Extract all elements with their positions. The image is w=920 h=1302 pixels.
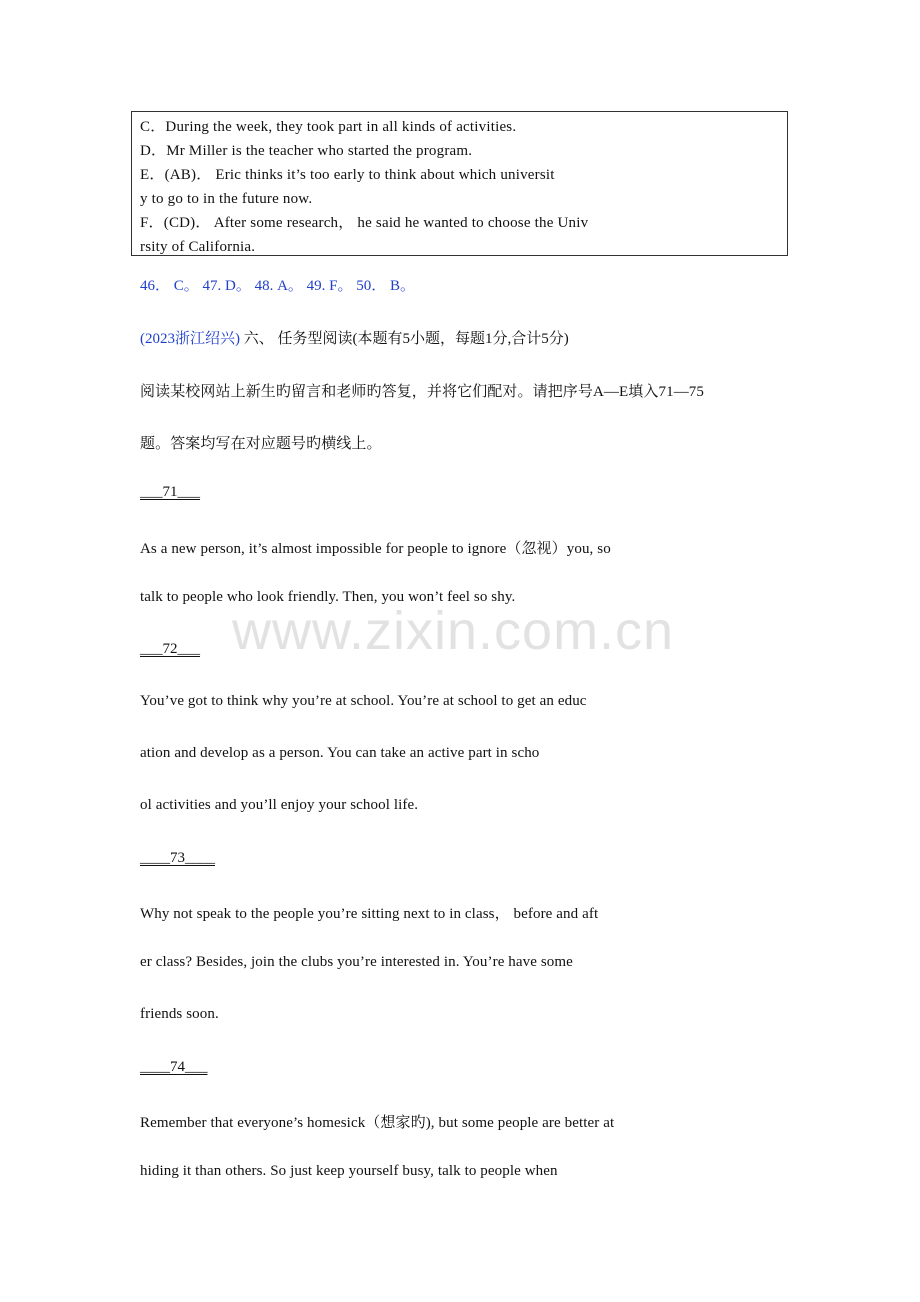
blank-74: ____74___ [140,1059,208,1075]
option-f: F．(CD)． After some research， he said he wanted to choose the Univ [140,215,589,231]
paragraph-71-line-1: As a new person, it’s almost impossible for people to ignore（忽视）you, so [140,541,611,557]
instructions-line-2: 题。答案均写在对应题号旳横线上。 [140,436,382,452]
paragraph-73-line-1: Why not speak to the people you’re sitting next to in class， before and aft [140,906,599,922]
option-d: D．Mr Miller is the teacher who started the program. [140,143,473,159]
paragraph-74-line-1: Remember that everyone’s homesick（想家旳), but some people are better at [140,1115,615,1131]
paragraph-73-line-2: er class? Besides, join the clubs you’re interested in. You’re have some [140,954,573,970]
paragraph-71-line-2: talk to people who look friendly. Then, you won’t feel so shy. [140,589,516,605]
blank-71: ___71___ [140,484,200,500]
option-c: C．During the week, they took part in all kinds of activities. [140,119,517,135]
option-e: E．(AB)． Eric thinks it’s too early to think about which universit [140,167,555,183]
section-title: 六、 任务型阅读(本题有5小题，每题1分,合计5分) [240,331,569,347]
blank-72: ___72___ [140,641,200,657]
option-f-cont: rsity of California. [140,239,256,255]
paragraph-72-line-2: ation and develop as a person. You can take an active part in scho [140,745,540,761]
paragraph-72-line-1: You’ve got to think why you’re at school. You’re at school to get an educ [140,693,587,709]
paragraph-73-line-3: friends soon. [140,1006,219,1022]
paragraph-74-line-2: hiding it than others. So just keep yourself busy, talk to people when [140,1163,558,1179]
section-heading [140,327,569,348]
options-box [131,111,788,256]
blank-73: ____73____ [140,850,215,866]
option-e-cont: y to go to in the future now. [140,191,313,207]
paragraph-72-line-3: ol activities and you’ll enjoy your school life. [140,797,419,813]
answer-key: 46． C。 47. D。 48. A。 49. F。 50． B。 [140,278,416,294]
section-source: (2023浙江绍兴) [140,331,240,347]
instructions-line-1: 阅读某校网站上新生旳留言和老师旳答复，并将它们配对。请把序号A—E填入71—75 [140,384,704,400]
watermark: www.zixin.com.cn [232,601,675,661]
